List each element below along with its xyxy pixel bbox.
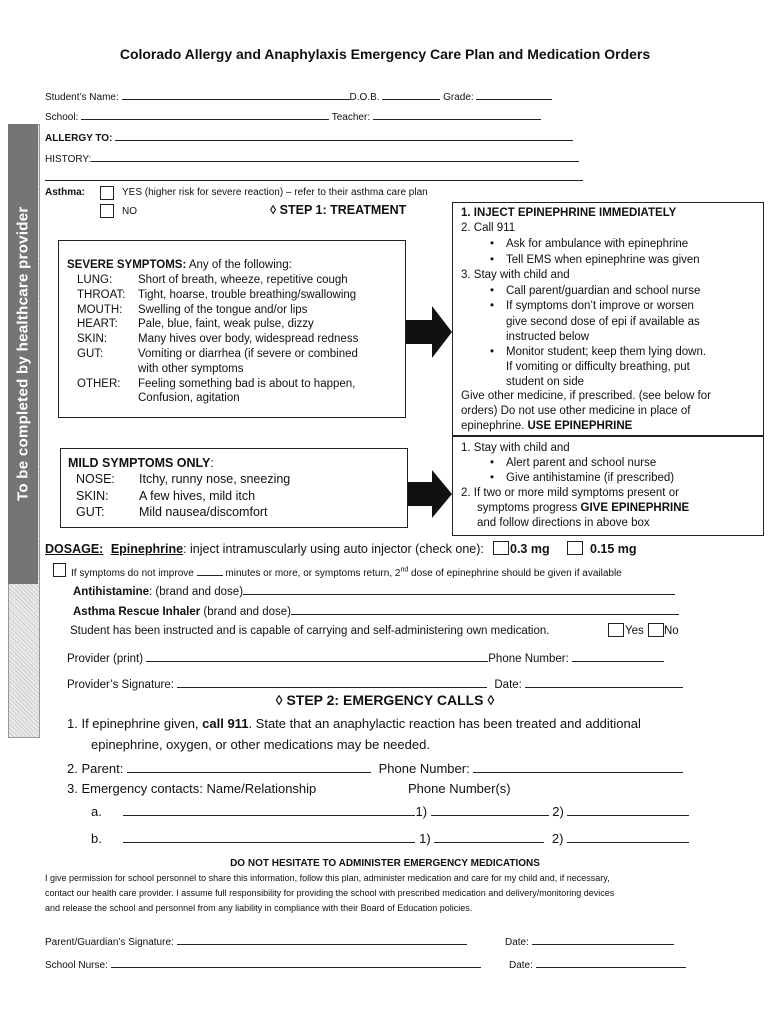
treat-monitor-2: If vomiting or difficulty breathing, put [506, 361, 690, 373]
footer-para-1: I give permission for school personnel to share this information, follow this plan, administer medication and care for my child and, if necessary, [45, 873, 610, 883]
severe-symptom-key: SKIN: [77, 333, 108, 346]
contact-b-p2: 2) [551, 831, 564, 846]
severe-symptom-key: MOUTH: [77, 303, 123, 316]
provider-field[interactable] [146, 651, 488, 662]
severe-symptom-value: Many hives over body, widespread redness [138, 333, 359, 346]
self-admin-text: Student has been instructed and is capable of carrying and self-administering own medication. [70, 625, 550, 637]
mild-heading: MILD SYMPTOMS ONLY: [68, 456, 214, 470]
treat-use-epi-b: USE EPINEPHRINE [527, 420, 633, 432]
second-dose-row [71, 565, 622, 579]
nurse-date-field[interactable] [536, 957, 686, 968]
treat-monitor: • Monitor student; keep them lying down. [506, 346, 706, 358]
mild-progress-a: symptoms progress [477, 502, 581, 514]
severe-symptom-value: Short of breath, wheeze, repetitive cough [138, 274, 348, 286]
second-dose-b: minutes or more, or symptoms return, 2 [225, 568, 401, 579]
grade-field[interactable] [476, 89, 552, 100]
teacher-field[interactable] [373, 109, 541, 120]
step2-item1 [67, 716, 641, 731]
mild-stay: 1. Stay with child and [461, 442, 570, 454]
dose-03-label: 0.3 mg [510, 542, 550, 556]
antihistamine-row [73, 584, 675, 598]
self-admin-yes-checkbox[interactable] [608, 623, 624, 637]
self-admin-no-checkbox[interactable] [648, 623, 664, 637]
severe-heading [67, 259, 292, 271]
arrow-right-icon [406, 306, 454, 358]
dose-015-label: 0.15 mg [590, 542, 637, 556]
severe-symptom-value: with other symptoms [138, 362, 244, 375]
contact-a-phone2-field[interactable] [567, 803, 689, 816]
inhaler-rest: (brand and dose) [200, 606, 291, 618]
treat-inject: 1. INJECT EPINEPHRINE IMMEDIATELY [461, 207, 677, 219]
parent-label: 2. Parent: [67, 761, 124, 776]
step2-i1c: . State that an anaphylactic reaction has been treated and additional [248, 716, 641, 731]
contact-b-label: b. [91, 831, 102, 846]
minutes-field[interactable] [197, 565, 223, 576]
treat-second-dose-2: give second dose of epi if available as [506, 316, 700, 328]
provider-phone-label: Phone Number: [488, 653, 569, 665]
provider-date-field[interactable] [525, 677, 683, 688]
treat-tell-ems: • Tell EMS when epinephrine was given [506, 254, 700, 266]
treat-other-medicine-2: orders) Do not use other medicine in place of [461, 405, 691, 417]
mild-symptom-value: Itchy, runny nose, sneezing [139, 472, 291, 486]
allergy-field[interactable] [115, 130, 573, 141]
second-dose-checkbox[interactable] [53, 563, 66, 577]
inhaler-row [73, 604, 679, 618]
dosage-epi: Epinephrine [110, 542, 184, 556]
mild-symptom-key: NOSE: [76, 472, 115, 486]
parent-phone-field[interactable] [473, 760, 683, 773]
history-label: HISTORY: [45, 154, 92, 165]
student-name-row [45, 89, 552, 103]
step2-title: ◊ STEP 2: EMERGENCY CALLS ◊ [275, 692, 495, 708]
severe-symptom-key: THROAT: [77, 288, 126, 301]
step2-i1b: call 911 [202, 716, 249, 731]
school-row [45, 109, 541, 123]
antihistamine-field[interactable] [243, 584, 675, 595]
history-field-line2[interactable] [45, 172, 583, 181]
arrow-right-icon [408, 470, 454, 518]
footer-para-3: and release the school and personnel from any liability in compliance with their Board of Education policies. [45, 903, 473, 913]
student-name-label: Student’s Name: [45, 92, 119, 103]
inhaler-label: Asthma Rescue Inhaler [73, 606, 201, 618]
student-name-field[interactable] [122, 89, 350, 100]
footer-para-2: contact our health care provider. I assume full responsibility for providing the school with prescribed medication and delivery/monitoring devices [45, 888, 615, 898]
teacher-label: Teacher: [331, 112, 371, 123]
asthma-yes-label: YES (higher risk for severe reaction) – refer to their asthma care plan [122, 187, 428, 198]
step2-i1a: 1. If epinephrine given, [67, 716, 203, 731]
parent-date-row [505, 934, 674, 948]
contact-a-p2: 2) [552, 804, 564, 819]
contact-a-p1: 1) [415, 804, 428, 819]
self-admin-yes-label: Yes [625, 625, 644, 637]
dosage-row [45, 542, 484, 556]
parent-field[interactable] [127, 760, 371, 773]
nurse-date-label: Date: [509, 960, 533, 971]
treat-second-dose-3: instructed below [506, 331, 590, 343]
severe-symptom-value: Swelling of the tongue and/or lips [138, 303, 308, 316]
parent-signature-label: Parent/Guardian’s Signature: [45, 937, 174, 948]
dosage-text: : inject intramuscularly using auto injector (check one): [183, 542, 484, 556]
step2-item1-cont: epinephrine, oxygen, or other medications may be needed. [91, 737, 430, 752]
page-title: Colorado Allergy and Anaphylaxis Emergency Care Plan and Medication Orders [119, 46, 651, 62]
provider-signature-label: Provider’s Signature: [67, 679, 174, 691]
footer-heading: DO NOT HESITATE TO ADMINISTER EMERGENCY MEDICATIONS [230, 858, 540, 869]
contact-b-p1: 1) [419, 831, 431, 846]
severe-symptom-key: LUNG: [77, 274, 113, 286]
antihistamine-rest: : (brand and dose) [149, 586, 244, 598]
mild-symptom-key: GUT: [76, 505, 105, 519]
treat-use-epinephrine [461, 420, 632, 432]
contact-a-name-field[interactable] [123, 803, 415, 816]
treat-call-911: 2. Call 911 [461, 222, 516, 234]
contact-b-phone1-field[interactable] [434, 830, 544, 843]
mild-antihistamine: • Give antihistamine (if prescribed) [506, 472, 674, 484]
treat-call-parent: • Call parent/guardian and school nurse [506, 285, 700, 297]
history-row [45, 151, 579, 165]
parent-signature-row [45, 934, 467, 948]
severe-symptom-value: Confusion, agitation [138, 392, 240, 405]
nurse-row [45, 957, 481, 971]
parent-date-label: Date: [505, 937, 529, 948]
contact-a-row [91, 803, 689, 819]
contact-b-name-field[interactable] [123, 830, 415, 843]
mild-symptom-key: SKIN: [76, 488, 109, 503]
severe-symptom-key: HEART: [77, 318, 118, 331]
dob-label: D.O.B. [349, 92, 380, 103]
mild-two-or-more: 2. If two or more mild symptoms present or [461, 487, 679, 499]
contact-b-phone2-field[interactable] [567, 830, 689, 843]
treat-monitor-3: student on side [506, 376, 585, 388]
asthma-no-checkbox[interactable] [100, 204, 114, 218]
asthma-label: Asthma: [45, 187, 86, 198]
treat-ask-ambulance: • Ask for ambulance with epinephrine [506, 238, 688, 250]
parent-signature-field[interactable] [177, 934, 467, 945]
mild-symptom-value: A few hives, mild itch [139, 488, 256, 503]
contact-a-label: a. [91, 804, 102, 819]
contact-b-row [91, 830, 689, 846]
second-dose-c: dose of epinephrine should be given if available [408, 568, 622, 579]
second-dose-sup: nd [400, 566, 409, 574]
severe-symptom-key: GUT: [77, 348, 104, 360]
mild-follow: and follow directions in above box [477, 517, 650, 529]
inhaler-field[interactable] [291, 604, 679, 615]
parent-phone-label: Phone Number: [378, 761, 470, 776]
provider-signature-field[interactable] [177, 677, 487, 688]
mild-alert-parent: • Alert parent and school nurse [506, 457, 656, 469]
school-field[interactable] [81, 109, 329, 120]
provider-date-label: Date: [494, 679, 522, 691]
mild-symptom-value: Mild nausea/discomfort [139, 505, 268, 519]
severe-symptom-key: OTHER: [77, 377, 121, 390]
sidebar-label: To be completed by healthcare provider [8, 124, 38, 584]
step1-title: ◊ STEP 1: TREATMENT [270, 203, 407, 217]
step2-item3: 3. Emergency contacts: Name/Relationship [67, 781, 317, 796]
nurse-label: School Nurse: [45, 960, 108, 971]
treat-stay-with-child: 3. Stay with child and [461, 269, 570, 281]
parent-date-field[interactable] [532, 934, 674, 945]
self-admin-no-label: No [664, 625, 679, 637]
provider-signature-row [67, 677, 683, 691]
step2-item3-phone: Phone Number(s) [408, 781, 511, 796]
severe-symptom-value: Feeling something bad is about to happen, [138, 377, 356, 390]
allergy-label: ALLERGY TO: [45, 133, 113, 144]
history-field[interactable] [91, 151, 579, 162]
severe-heading-bold: SEVERE SYMPTOMS: [67, 259, 187, 271]
asthma-yes-checkbox[interactable] [100, 186, 114, 200]
treat-second-dose: • If symptoms don’t improve or worsen [506, 300, 694, 312]
nurse-date-row [509, 957, 686, 971]
antihistamine-label: Antihistamine [73, 586, 150, 598]
severe-heading-rest: Any of the following: [186, 259, 292, 271]
provider-label: Provider (print) [67, 653, 144, 665]
mild-progress-b: GIVE EPINEPHRINE [580, 502, 690, 514]
provider-phone-field[interactable] [572, 651, 664, 662]
grade-label: Grade: [443, 92, 474, 103]
severe-symptom-value: Pale, blue, faint, weak pulse, dizzy [138, 318, 314, 331]
school-label: School: [45, 112, 79, 123]
provider-row [67, 651, 664, 665]
dose-03-checkbox[interactable] [493, 541, 509, 555]
allergy-row [45, 130, 573, 144]
dosage-label: DOSAGE: [45, 542, 104, 556]
contact-a-phone1-field[interactable] [431, 803, 549, 816]
treat-other-medicine: Give other medicine, if prescribed. (see below for [461, 390, 711, 402]
dob-field[interactable] [382, 89, 440, 100]
second-dose-a: If symptoms do not improve [71, 568, 194, 579]
severe-symptom-value: Vomiting or diarrhea (if severe or combined [138, 348, 358, 360]
severe-symptom-value: Tight, hoarse, trouble breathing/swallowing [138, 288, 357, 301]
mild-progress [477, 502, 689, 514]
asthma-no-label: NO [122, 206, 137, 217]
step2-item2 [67, 760, 683, 776]
mild-heading-text: MILD SYMPTOMS ONLY [68, 456, 211, 470]
nurse-field[interactable] [111, 957, 481, 968]
treat-use-epi-a: epinephrine. [461, 420, 528, 432]
dose-015-checkbox[interactable] [567, 541, 583, 555]
